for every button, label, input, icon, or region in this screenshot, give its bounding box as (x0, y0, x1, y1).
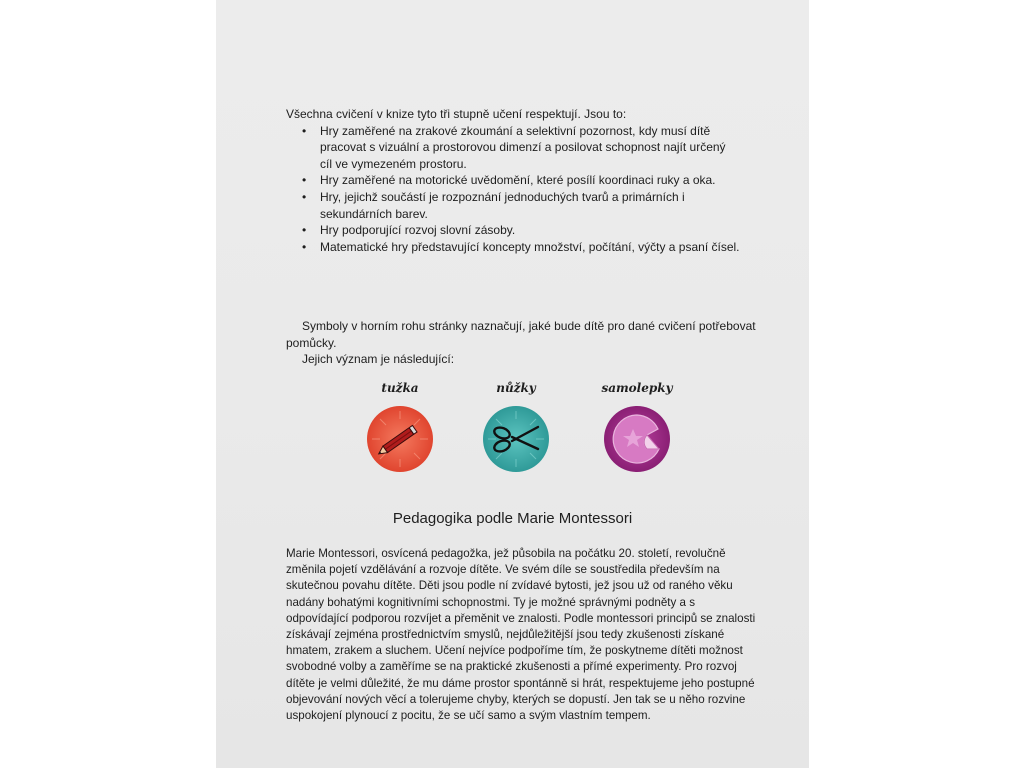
section-title: Pedagogika podle Marie Montessori (392, 510, 633, 527)
intro-section (286, 106, 766, 255)
montessori-section (286, 546, 756, 724)
sticker-icon (603, 405, 671, 473)
list-item: • Hry zaměřené na zrakové zkoumání a selektivní pozornost, kdy musí dítě pracovat s vizuální a prostorovou dimenzí a posilovat schopnost najít určený cíl ve vymezeném prostoru. (320, 123, 740, 173)
montessori-paragraph: Marie Montessori, osvícená pedagožka, jež působila na počátku 20. století, revolučně změnila pojetí vzdělávání a rozvoje dítěte. Ve svém díle se soustředila především na skutečnou povahu dítěte. Děti jsou podle ní zvídavé bytosti, jež jsou už od raného věku nadány bohatými kognitivními schopnostmi. Ty je možné správnými podněty a s odpovídající podporou rozvíjet a přeměnit ve znalosti. Podle montessori principů se znalosti získávají zejména prostřednictvím smyslů, nejdůležitější jsou tedy zkušenosti získané hmatem, zrakem a sluchem. Učení nejvíce podpoříme tím, že poskytneme dítěti možnost svobodné volby a zaměříme se na praktické zkušenosti a přímé experimenty. Pro rozvoj dítěte je velmi důležité, že mu dáme prostor spontánně si hrát, respektujeme jeho postupné objevování nových věcí a tolerujeme chyby, kterých se dopustí. Jen tak se u něho rozvine uspokojení plynoucí z pocitu, že se učí samo a svým vlastním tempem. (286, 547, 756, 723)
symbol-pencil (345, 378, 455, 473)
scissors-icon (482, 405, 550, 473)
list-item: • Matematické hry představující koncepty množství, počítání, výčty a psaní čísel. (320, 239, 740, 256)
symbols-intro (286, 318, 756, 368)
symbol-label: tužka (381, 381, 419, 395)
symbols-text: Symboly v horním rohu stránky naznačují, jaké bude dítě pro dané cvičení potřebovat pomůcky. (286, 319, 756, 350)
list-item: • Hry, jejichž součástí je rozpoznání jednoduchých tvarů a primárních i sekundárních barev. (320, 189, 740, 222)
list-item: • Hry podporující rozvoj slovní zásoby. (320, 222, 740, 239)
book-page (216, 0, 809, 768)
symbols-meaning: Jejich význam je následující: (302, 352, 455, 367)
symbol-sticker (582, 378, 692, 473)
pencil-icon (366, 405, 434, 473)
intro-lead: Všechna cvičení v knize tyto tři stupně učení respektují. Jsou to: (286, 107, 627, 121)
learning-stages-list (286, 123, 766, 256)
symbol-scissors (461, 378, 571, 473)
symbol-label: samolepky (601, 381, 673, 395)
symbol-label: nůžky (496, 381, 536, 395)
list-item: • Hry zaměřené na motorické uvědomění, které posílí koordinaci ruky a oka. (320, 172, 740, 189)
